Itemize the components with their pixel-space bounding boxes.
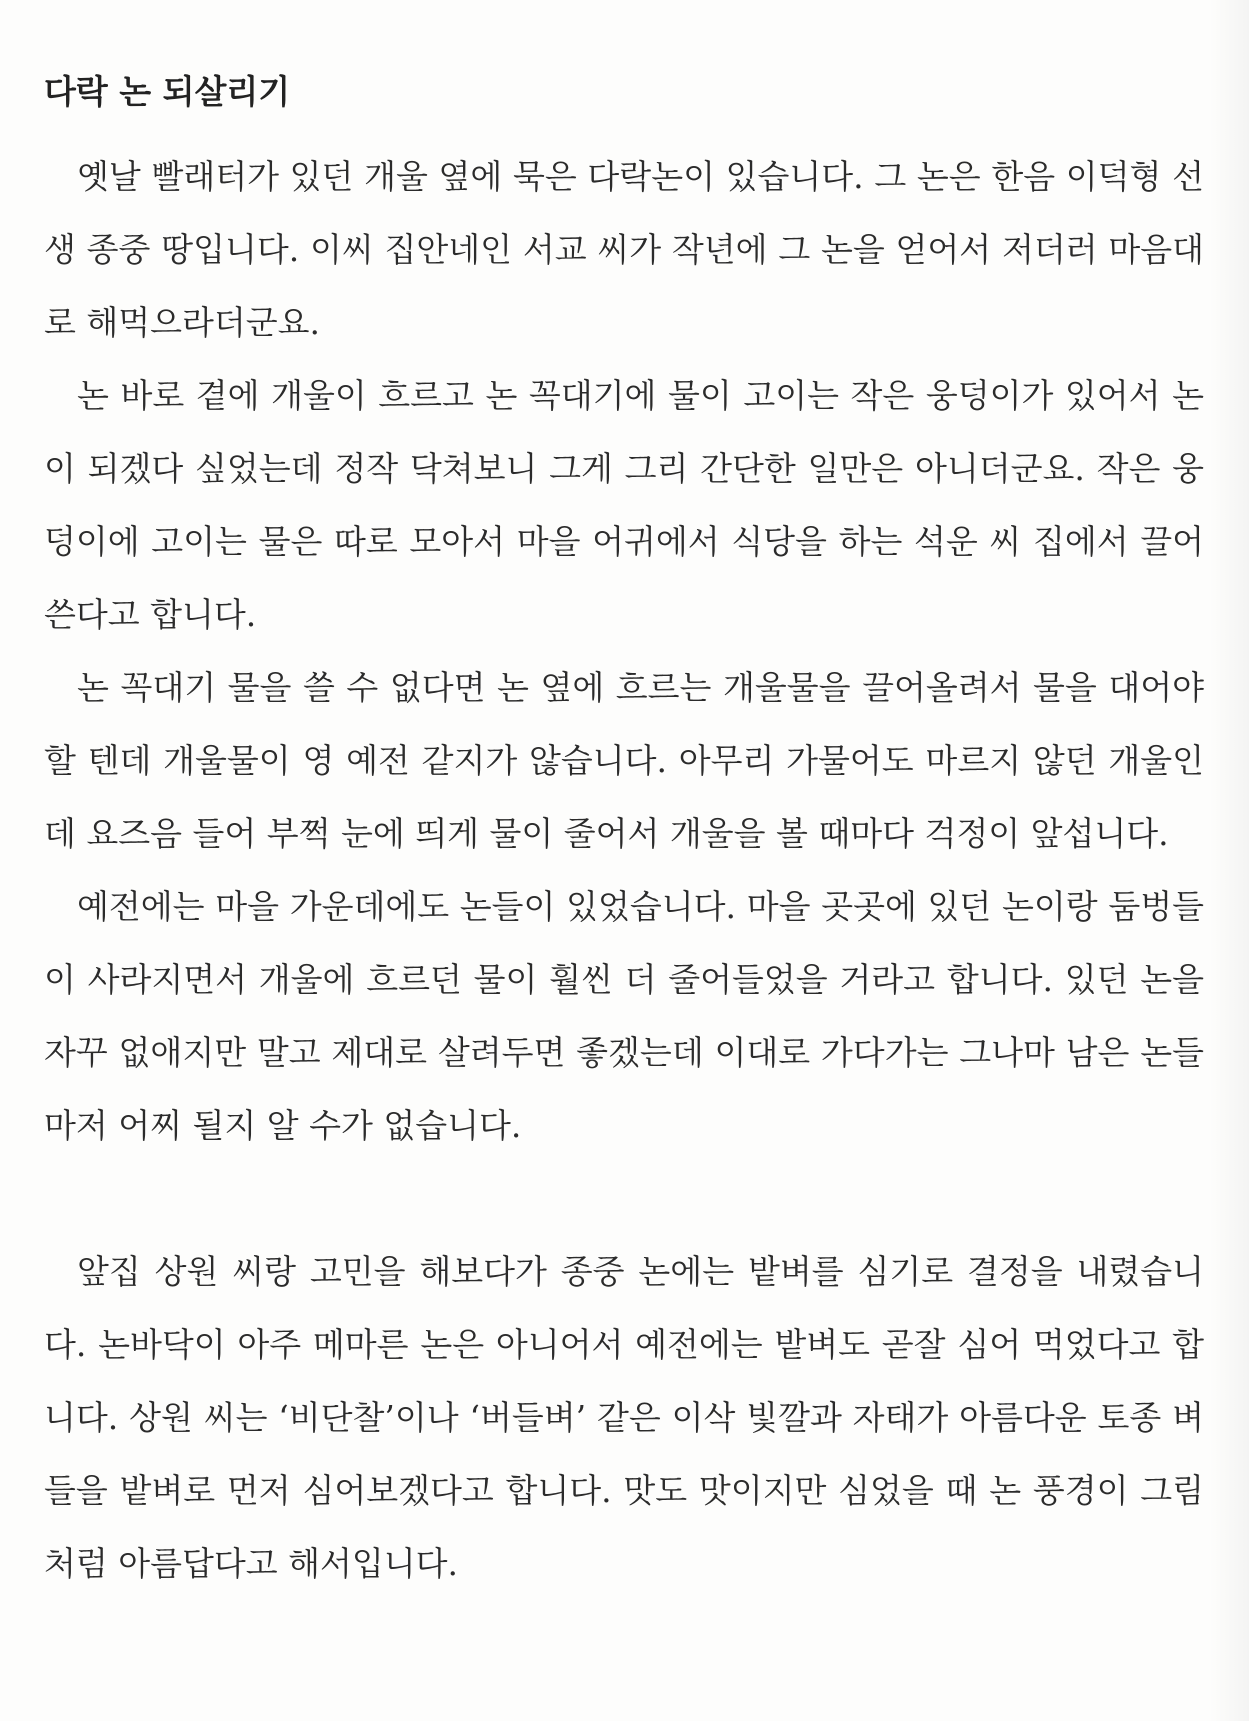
paragraph-3: 논 꼭대기 물을 쓸 수 없다면 논 옆에 흐르는 개울물을 끌어올려서 물을 대어야 할 텐데 개울물이 영 예전 같지가 않습니다. 아무리 가물어도 마르지 않던 개울인데 요즈음 들어 부쩍 눈에 띄게 물이 줄어서 개울을 볼 때마다 걱정이 앞섭니다. — [44, 668, 1204, 853]
section-title: 다락 논 되살리기 — [44, 72, 291, 111]
paragraph-1: 옛날 빨래터가 있던 개울 옆에 묵은 다락논이 있습니다. 그 논은 한음 이덕형 선생 종중 땅입니다. 이씨 집안네인 서교 씨가 작년에 그 논을 얻어서 저더러 마음대로 해먹으라더군요. — [44, 157, 1204, 342]
paragraph-5: 앞집 상원 씨랑 고민을 해보다가 종중 논에는 밭벼를 심기로 결정을 내렸습니다. 논바닥이 아주 메마른 논은 아니어서 예전에는 밭벼도 곧잘 심어 먹었다고 합니다. 상원 씨는 ‘비단찰’이나 ‘버들벼’ 같은 이삭 빛깔과 자태가 아름다운 토종 벼들을 밭벼로 먼저 심어보겠다고 합니다. 맛도 맛이지만 심었을 때 논 풍경이 그림처럼 아름답다고 해서입니다. — [44, 1252, 1204, 1583]
body-text — [44, 140, 1204, 1600]
paragraph-2: 논 바로 곁에 개울이 흐르고 논 꼭대기에 물이 고이는 작은 웅덩이가 있어서 논이 되겠다 싶었는데 정작 닥쳐보니 그게 그리 간단한 일만은 아니더군요. 작은 웅덩이에 고이는 물은 따로 모아서 마을 어귀에서 식당을 하는 석운 씨 집에서 끌어 쓴다고 합니다. — [44, 376, 1204, 634]
paragraph-4: 예전에는 마을 가운데에도 논들이 있었습니다. 마을 곳곳에 있던 논이랑 둠벙들이 사라지면서 개울에 흐르던 물이 훨씬 더 줄어들었을 거라고 합니다. 있던 논을 자꾸 없애지만 말고 제대로 살려두면 좋겠는데 이대로 가다가는 그나마 남은 논들마저 어찌 될지 알 수가 없습니다. — [44, 887, 1204, 1145]
page-edge-shadow — [1209, 0, 1249, 1721]
